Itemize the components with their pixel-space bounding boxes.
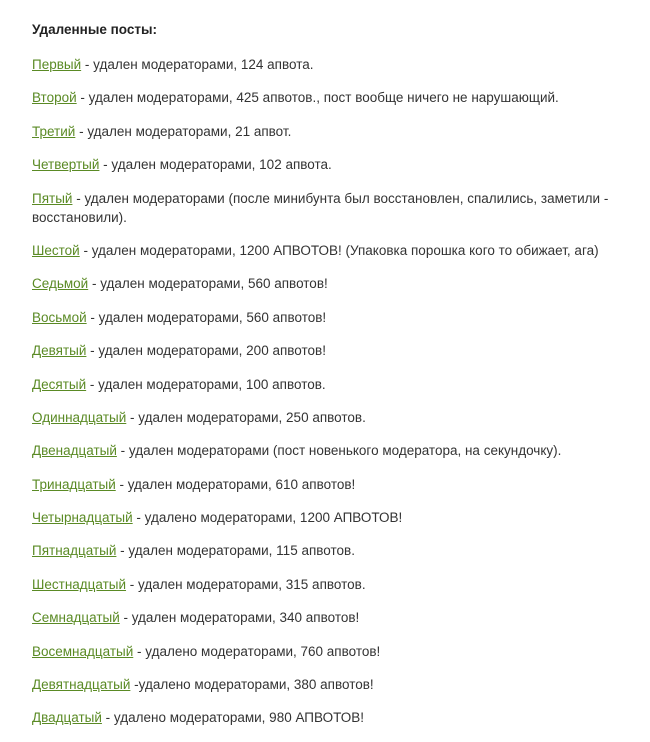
post-link-19[interactable]: Девятнадцатый — [32, 677, 131, 693]
list-item — [32, 508, 612, 527]
list-item — [32, 708, 612, 727]
post-link-16[interactable]: Шестнадцатый — [32, 576, 127, 592]
post-link-7[interactable]: Седьмой — [32, 276, 89, 292]
post-description: - удалено модераторами, 760 апвотов! — [133, 643, 381, 659]
list-item — [32, 55, 612, 74]
post-link-10[interactable]: Десятый — [32, 376, 87, 392]
post-link-1[interactable]: Первый — [32, 57, 82, 72]
post-link-9[interactable]: Девятый — [32, 343, 87, 359]
page-heading: Удаленные посты: — [32, 22, 157, 37]
post-description: - удалено модераторами, 980 АПВОТОВ! — [101, 710, 364, 726]
list-item — [32, 642, 612, 661]
post-link-13[interactable]: Тринадцатый — [32, 476, 116, 492]
post-link-14[interactable]: Четырнадцатый — [32, 510, 133, 526]
post-link-12[interactable]: Двенадцатый — [32, 443, 117, 459]
list-item — [32, 122, 612, 141]
post-link-8[interactable]: Восьмой — [32, 309, 87, 325]
post-description: - удален модераторами, 21 апвот. — [75, 123, 292, 139]
post-description: - удален модераторами (пост новенького модератора, на секундочку). — [116, 443, 562, 459]
post-link-20[interactable]: Двадцатый — [32, 710, 102, 726]
list-item — [32, 408, 612, 427]
list-item — [32, 441, 612, 460]
post-description: - удален модераторами, 315 апвотов. — [126, 576, 366, 592]
post-description: - удален модераторами, 200 апвотов! — [86, 343, 326, 359]
post-description: - удален модераторами (после минибунта был восстановлен, спалились, заметили - восстановили). — [32, 190, 609, 225]
list-item — [32, 341, 612, 360]
post-description: - удален модераторами, 102 апвота. — [99, 157, 332, 173]
post-description: -удалено модераторами, 380 апвотов! — [130, 677, 374, 693]
post-description: - удален модераторами, 100 апвотов. — [86, 376, 326, 392]
post-description: - удален модераторами, 425 апвотов., пост вообще ничего не нарушающий. — [76, 90, 559, 106]
post-link-6[interactable]: Шестой — [32, 242, 80, 258]
post-description: - удален модераторами, 1200 АПВОТОВ! (Упаковка порошка кого то обижает, ага) — [79, 242, 599, 258]
list-item — [32, 241, 612, 260]
list-item — [32, 608, 612, 627]
post-link-15[interactable]: Пятнадцатый — [32, 543, 117, 559]
list-item — [32, 475, 612, 494]
list-item — [32, 88, 612, 107]
post-description: - удален модераторами, 340 апвотов! — [119, 610, 360, 626]
post-link-4[interactable]: Четвертый — [32, 157, 100, 173]
list-item — [32, 189, 612, 227]
list-item — [32, 274, 612, 293]
post-description: - удален модераторами, 115 апвотов. — [116, 543, 355, 559]
post-link-17[interactable]: Семнадцатый — [32, 610, 120, 626]
deleted-posts-list — [32, 55, 612, 742]
post-link-3[interactable]: Третий — [32, 123, 76, 139]
list-item — [32, 155, 612, 174]
list-item — [32, 375, 612, 394]
post-link-11[interactable]: Одиннадцатый — [32, 409, 127, 425]
post-description: - удален модераторами, 250 апвотов. — [126, 409, 366, 425]
post-description: - удален модераторами, 560 апвотов! — [86, 309, 327, 325]
post-description: - удален модераторами, 124 апвота. — [81, 57, 314, 72]
post-description: - удален модераторами, 560 апвотов! — [88, 276, 328, 292]
list-item — [32, 575, 612, 594]
post-description: - удален модераторами, 610 апвотов! — [115, 476, 356, 492]
list-item — [32, 308, 612, 327]
post-link-5[interactable]: Пятый — [32, 190, 73, 206]
list-item — [32, 675, 612, 694]
post-link-18[interactable]: Восемнадцатый — [32, 643, 134, 659]
list-item — [32, 541, 612, 560]
post-description: - удалено модераторами, 1200 АПВОТОВ! — [132, 510, 403, 526]
post-link-2[interactable]: Второй — [32, 90, 77, 106]
